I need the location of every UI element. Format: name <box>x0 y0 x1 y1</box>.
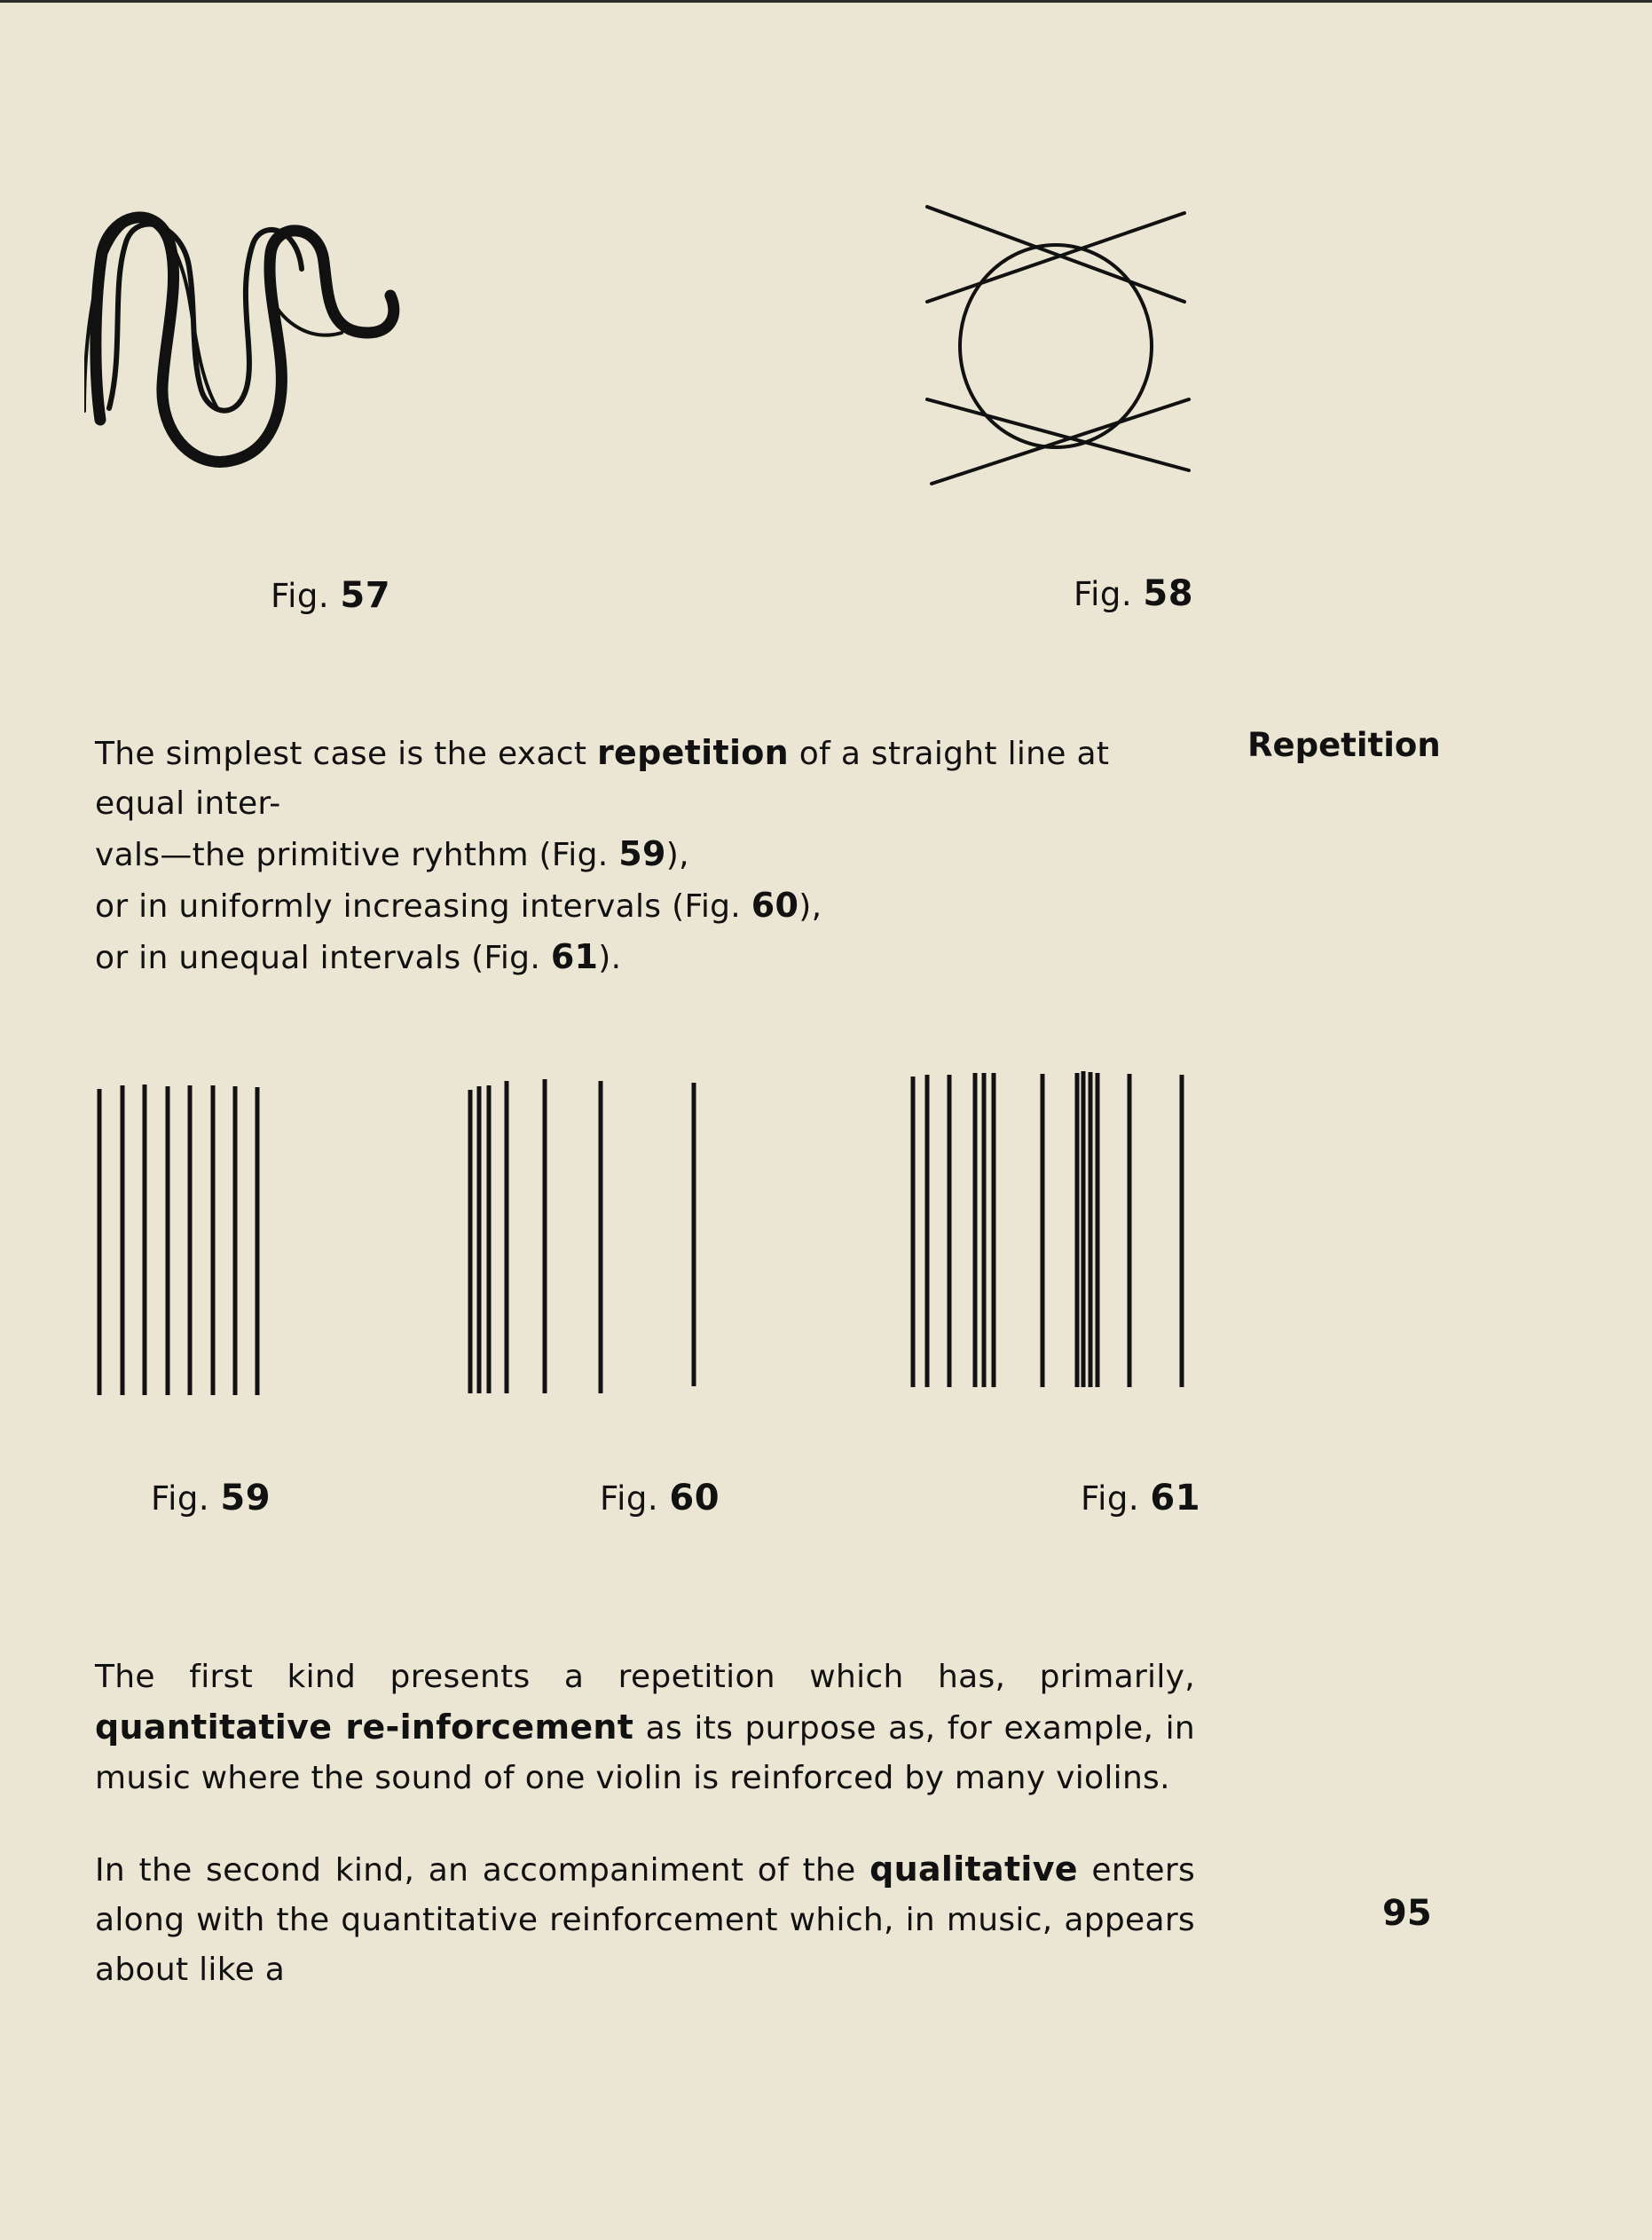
caption-fig-58 <box>1074 573 1193 614</box>
text-line <box>95 932 1195 983</box>
text-run: ), <box>798 888 822 925</box>
fig-ref-60: 60 <box>751 886 799 925</box>
keyword-quantitative-reinforcement: quantitative re-inforcement <box>95 1708 634 1747</box>
figure-61-unequal-lines <box>905 1069 1198 1398</box>
caption-fig-61 <box>1081 1478 1200 1518</box>
caption-fig-59 <box>151 1478 271 1518</box>
caption-fig-number: 58 <box>1143 573 1194 614</box>
text-run: enters along with the quantitative reinforcement which, in music, appears about like a <box>95 1852 1195 1988</box>
caption-fig-number: 61 <box>1150 1478 1201 1518</box>
figure-57-loop-drawing <box>84 200 404 493</box>
page-number: 95 <box>1382 1893 1432 1934</box>
text-line <box>95 880 1195 932</box>
paragraph-qualitative <box>95 1844 1195 1995</box>
paragraph-repetition <box>95 728 1195 983</box>
figure-58-circle-cross <box>923 200 1198 493</box>
caption-fig-number: 59 <box>220 1478 271 1518</box>
fig-ref-59: 59 <box>618 834 666 873</box>
fig-ref-61: 61 <box>550 937 599 976</box>
caption-fig-number: 60 <box>669 1478 720 1518</box>
keyword-repetition: repetition <box>597 733 790 772</box>
caption-fig-word: Fig. <box>600 1479 659 1518</box>
text-run: ), <box>665 837 689 873</box>
text-run: or in uniformly increasing intervals (Fig. <box>95 888 751 925</box>
figure-59-equal-lines <box>89 1083 275 1402</box>
caption-fig-57 <box>271 575 390 616</box>
text-run: vals—the primitive ryhthm (Fig. <box>95 837 619 873</box>
text-run: The first kind presents a repetition which has, primarily, <box>95 1659 1195 1695</box>
text-run: as its purpose as, for example, in music where the sound of one violin is reinforced by many violins. <box>95 1710 1196 1796</box>
keyword-qualitative: qualitative <box>869 1850 1078 1889</box>
caption-fig-60 <box>600 1478 720 1518</box>
text-block <box>95 1652 1195 1803</box>
text-run: In the second kind, an accompaniment of the <box>95 1852 870 1889</box>
text-run: or in unequal intervals (Fig. <box>95 940 551 976</box>
text-run: ). <box>598 940 622 976</box>
text-line <box>95 728 1195 829</box>
text-run: The simplest case is the exact <box>95 736 597 772</box>
text-run: of a straight line at equal inter- <box>95 736 1110 822</box>
caption-fig-word: Fig. <box>1074 575 1133 613</box>
figure-60-increasing-lines <box>461 1074 710 1402</box>
caption-fig-word: Fig. <box>271 577 330 615</box>
margin-heading: Repetition <box>1247 726 1441 764</box>
caption-fig-word: Fig. <box>151 1479 210 1518</box>
top-border <box>0 0 1652 3</box>
text-block <box>95 1844 1195 1995</box>
paragraph-quantitative <box>95 1652 1195 1803</box>
text-line <box>95 829 1195 880</box>
caption-fig-word: Fig. <box>1081 1479 1140 1518</box>
caption-fig-number: 57 <box>340 575 391 616</box>
